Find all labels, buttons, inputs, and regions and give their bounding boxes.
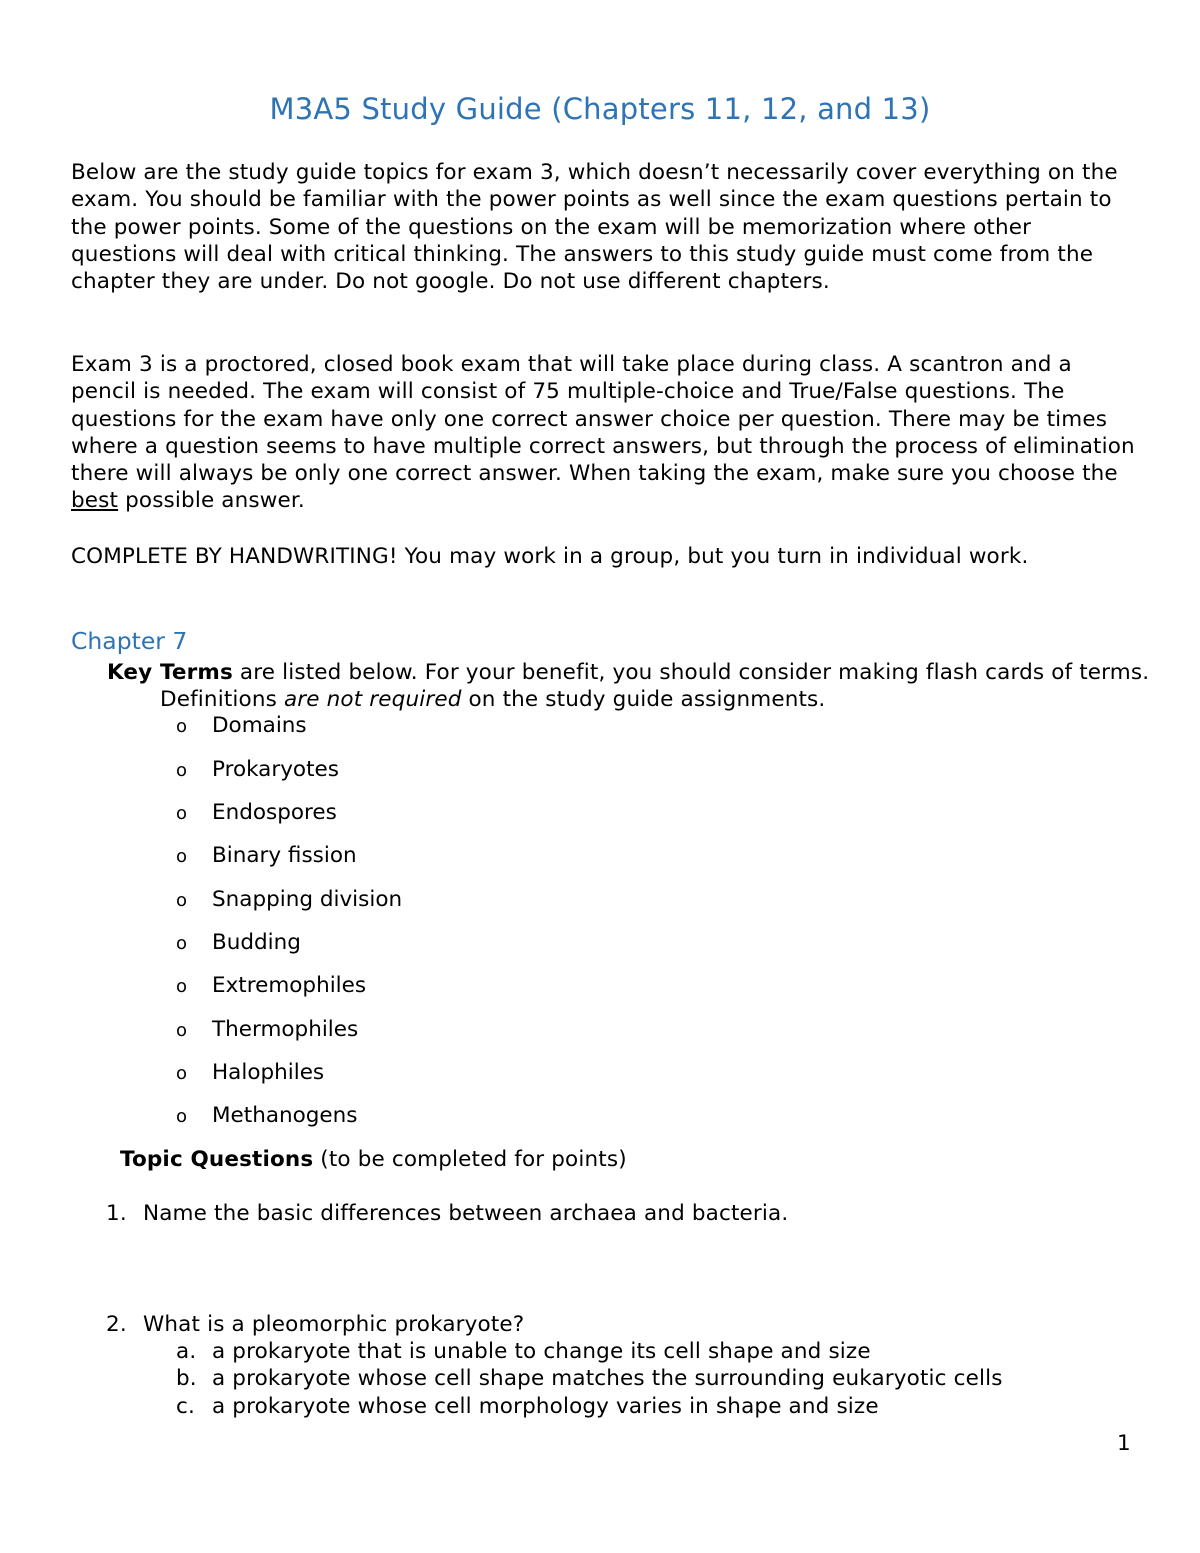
bullet-icon: o: [176, 1063, 188, 1084]
question-2: [106, 1312, 524, 1337]
complete-note: COMPLETE BY HANDWRITING! You may work in a group, but you turn in individual work.: [71, 544, 1029, 569]
question-1: [106, 1201, 788, 1226]
list-item: [176, 713, 307, 738]
answer-option-c: [176, 1394, 879, 1419]
term-label: Snapping division: [212, 887, 403, 912]
term-label: Thermophiles: [212, 1017, 359, 1042]
list-item: [176, 1060, 324, 1085]
chapter-heading: Chapter 7: [71, 627, 188, 655]
term-label: Binary fission: [212, 843, 357, 868]
list-item: [176, 973, 366, 998]
option-text: a prokaryote that is unable to change its cell shape and size: [212, 1339, 871, 1364]
topic-questions-note: (to be completed for points): [313, 1147, 627, 1172]
exam-info-text-end: possible answer.: [118, 488, 305, 514]
option-letter: b.: [176, 1366, 197, 1391]
question-number: 2.: [106, 1312, 127, 1337]
list-item: [176, 1017, 358, 1042]
question-text: Name the basic differences between archaea and bacteria.: [143, 1201, 789, 1226]
bullet-icon: o: [176, 846, 188, 867]
question-number: 1.: [106, 1201, 127, 1226]
document-title: M3A5 Study Guide (Chapters 11, 12, and 13): [269, 92, 931, 126]
question-text: What is a pleomorphic prokaryote?: [143, 1312, 525, 1337]
term-label: Domains: [212, 713, 307, 738]
term-label: Halophiles: [212, 1060, 325, 1085]
answer-option-a: [176, 1339, 871, 1364]
bullet-icon: o: [176, 933, 188, 954]
exam-info-paragraph: [71, 351, 1141, 515]
bullet-icon: o: [176, 760, 188, 781]
bullet-icon: o: [176, 1020, 188, 1041]
list-item: [176, 843, 357, 868]
topic-questions-label: Topic Questions: [120, 1147, 314, 1172]
answer-option-b: [176, 1366, 1003, 1391]
key-terms-italic: are not required: [283, 687, 462, 713]
key-terms-intro: [107, 659, 1200, 714]
list-item: [176, 757, 339, 782]
term-label: Extremophiles: [212, 973, 367, 998]
intro-paragraph: Below are the study guide topics for exam 3, which doesn’t necessarily cover everything on the exam. You should be familiar with the power points as well since the exam questions pertain to the power points. Some of the questions on the exam will be memorization where other questions will deal with critical thinking. The answers to this study guide must come from the chapter they are under. Do not google. Do not use different chapters.: [71, 160, 1118, 295]
key-terms-text: are listed below. For your benefit, you should consider making flash cards of terms. Definitions: [160, 660, 1150, 713]
key-terms-label: Key Terms: [107, 660, 233, 685]
list-item: [176, 800, 337, 825]
term-label: Endospores: [212, 800, 337, 825]
list-item: [176, 887, 402, 912]
option-letter: c.: [176, 1394, 195, 1419]
key-terms-text-end: on the study guide assignments.: [461, 687, 826, 713]
term-label: Budding: [212, 930, 301, 955]
option-text: a prokaryote whose cell shape matches the surrounding eukaryotic cells: [212, 1366, 1003, 1391]
exam-info-underlined: best: [71, 488, 119, 514]
exam-info-text: Exam 3 is a proctored, closed book exam that will take place during class. A scantron and a pencil is needed. The exam will consist of 75 multiple-choice and True/False questions. The questions for the exam have only one correct answer choice per question. There may be times where a question seems to have multiple correct answers, but through the process of elimination there will always be only one correct answer. When taking the exam, make sure you choose the: [71, 352, 1135, 487]
bullet-icon: o: [176, 976, 188, 997]
list-item: [176, 1103, 358, 1128]
term-label: Methanogens: [212, 1103, 358, 1128]
list-item: [176, 930, 301, 955]
bullet-icon: o: [176, 890, 188, 911]
topic-questions-heading: [120, 1147, 627, 1172]
option-text: a prokaryote whose cell morphology varies in shape and size: [212, 1394, 879, 1419]
bullet-icon: o: [176, 716, 188, 737]
term-label: Prokaryotes: [212, 757, 339, 782]
option-letter: a.: [176, 1339, 197, 1364]
bullet-icon: o: [176, 1106, 188, 1127]
bullet-icon: o: [176, 803, 188, 824]
page-number: 1: [1117, 1431, 1131, 1456]
